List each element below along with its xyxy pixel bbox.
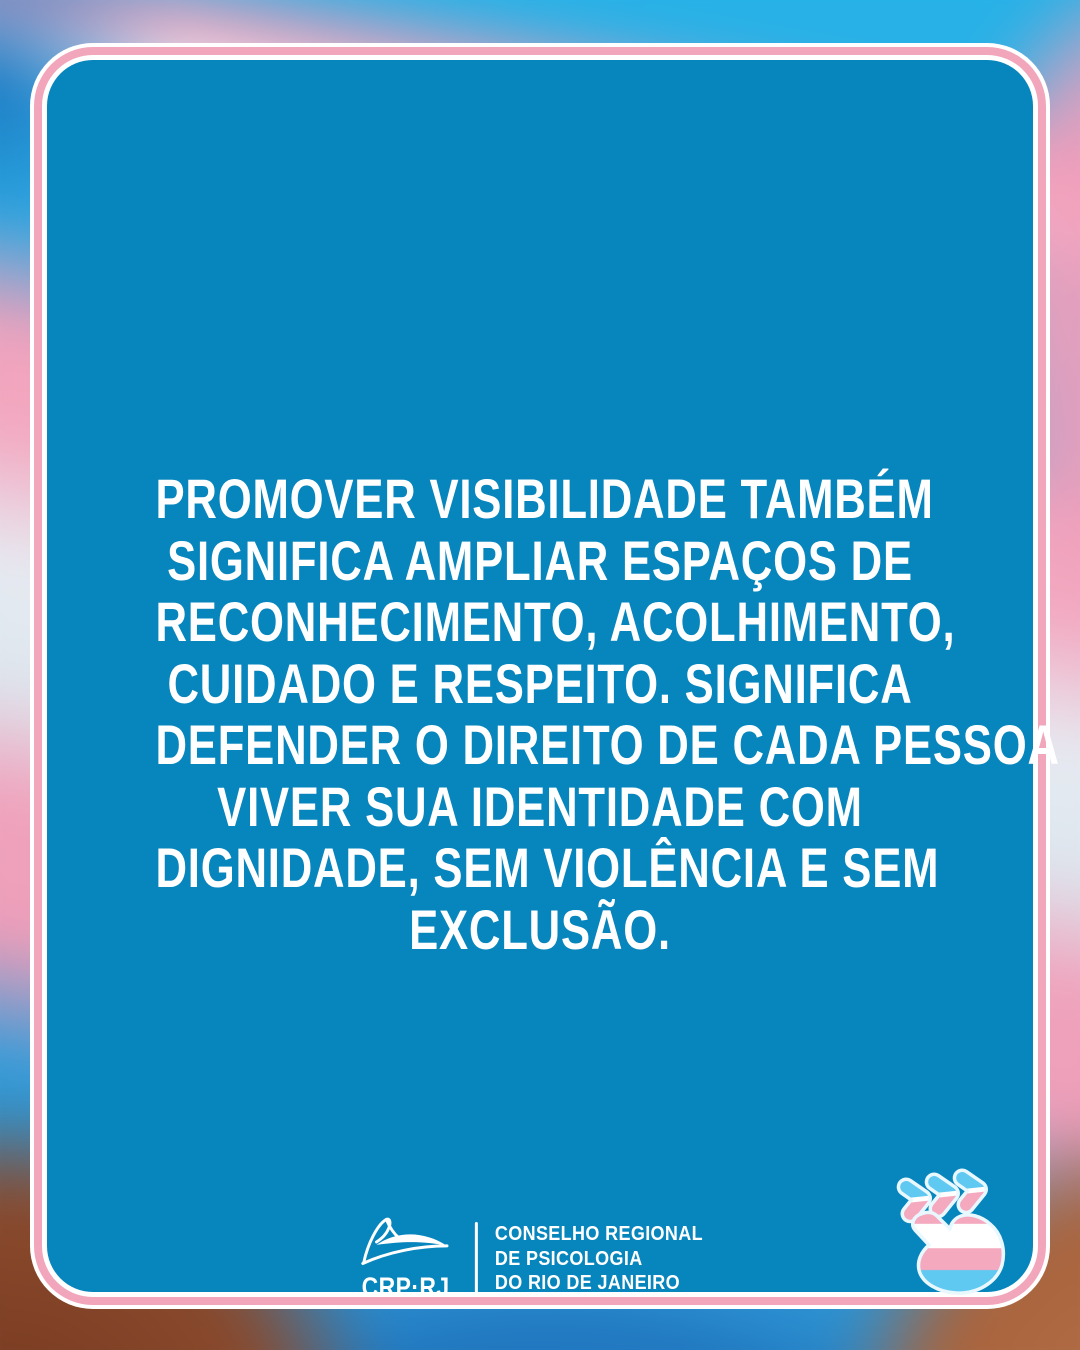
crp-rj-acronym: CRP·RJ: [361, 1272, 450, 1302]
crp-rj-footer-logo: [354, 1214, 726, 1303]
quote-line: SIGNIFICA AMPLIAR ESPAÇOS DE: [167, 528, 913, 592]
org-name: [495, 1224, 703, 1293]
quote-line: VIVER SUA IDENTIDADE COM: [217, 774, 863, 838]
trans-flag-snap-hand-icon: [893, 1168, 1015, 1305]
quote-card: [47, 60, 1060, 1302]
quote-line: RECONHECIMENTO, ACOLHIMENTO,: [155, 590, 956, 653]
triple-chevron-icon: [906, 1176, 980, 1213]
crp-rj-bird-logo-icon: [359, 1214, 453, 1271]
quote-line: DIGNIDADE, SEM VIOLÊNCIA E SEM: [155, 836, 940, 899]
logo-divider: [475, 1222, 478, 1296]
quote-line: CUIDADO E RESPEITO. SIGNIFICA: [167, 651, 913, 715]
org-name-line: DE PSICOLOGIA: [494, 1247, 643, 1270]
quote-line: PROMOVER VISIBILIDADE TAMBÉM: [155, 467, 934, 530]
quote-text: [155, 467, 1060, 961]
crp-rj-logo-block: [354, 1214, 458, 1303]
org-name-line: CONSELHO REGIONAL: [494, 1223, 704, 1245]
quote-line: DEFENDER O DIREITO DE CADA PESSOA: [155, 713, 1060, 776]
org-name-line: DO RIO DE JANEIRO: [494, 1272, 681, 1294]
quote-line: EXCLUSÃO.: [409, 897, 671, 961]
